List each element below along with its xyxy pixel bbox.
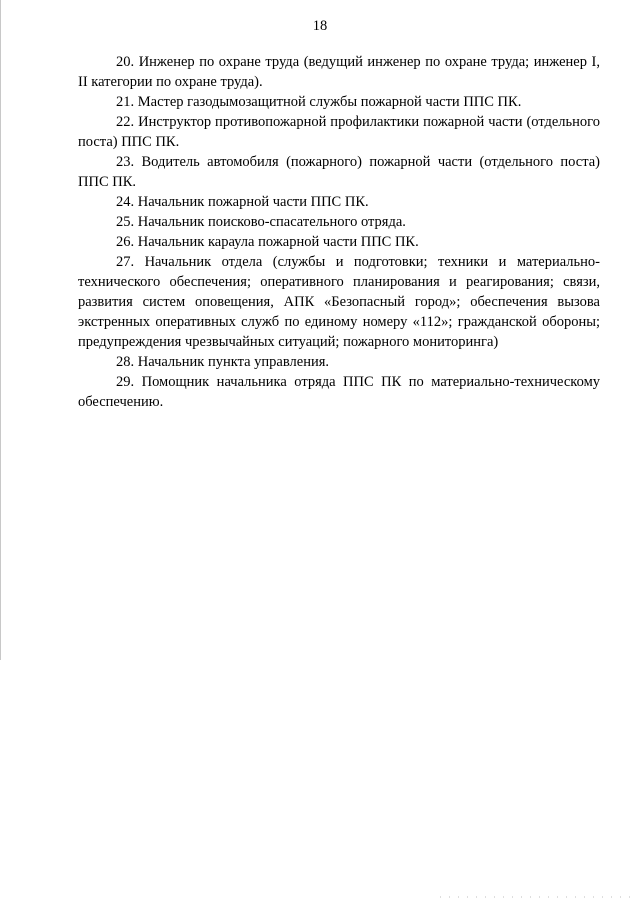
list-item: 27. Начальник отдела (службы и подготовки; техники и материально-технического обеспечения; оперативного планирования и реагирования; связи, развития систем оповещения, АПК «Безопасный город»; обеспечения вызова экстренных оперативных служб по единому номеру «112»; гражданской обороны; предупреждения чрезвычайных ситуаций; пожарного мониторинга) bbox=[78, 254, 600, 350]
position-list bbox=[78, 52, 600, 412]
list-item: 29. Помощник начальника отряда ППС ПК по материально-техническому обеспечению. bbox=[78, 374, 600, 410]
list-item: 20. Инженер по охране труда (ведущий инженер по охране труда; инженер I, II категории по охране труда). bbox=[78, 54, 600, 90]
scan-artifact bbox=[440, 896, 630, 898]
page-number: 18 bbox=[312, 18, 328, 34]
list-item: 23. Водитель автомобиля (пожарного) пожарной части (отдельного поста) ППС ПК. bbox=[78, 154, 600, 190]
list-item: 22. Инструктор противопожарной профилактики пожарной части (отдельного поста) ППС ПК. bbox=[78, 114, 600, 150]
scan-edge-line bbox=[0, 0, 1, 660]
list-item: 25. Начальник поисково-спасательного отряда. bbox=[116, 214, 406, 230]
list-item: 21. Мастер газодымозащитной службы пожарной части ППС ПК. bbox=[116, 94, 522, 110]
list-item: 24. Начальник пожарной части ППС ПК. bbox=[116, 194, 369, 210]
list-item: 26. Начальник караула пожарной части ППС ПК. bbox=[116, 234, 419, 250]
list-item: 28. Начальник пункта управления. bbox=[116, 354, 330, 370]
